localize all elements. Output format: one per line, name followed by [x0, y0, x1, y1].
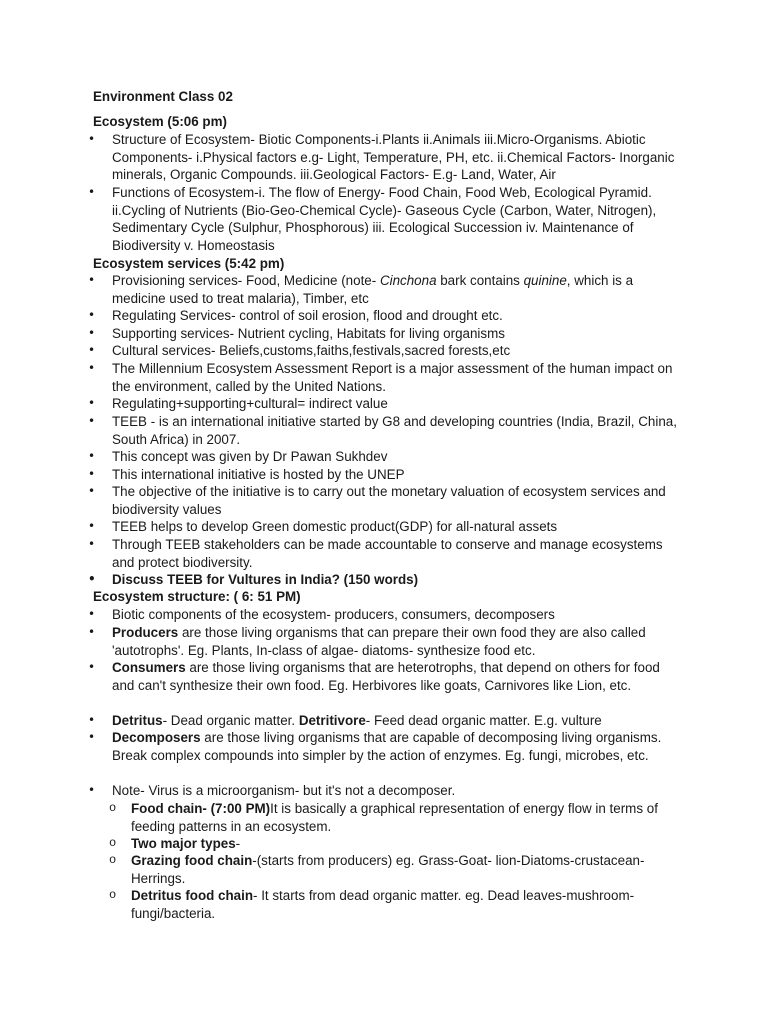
list-item: • The Millennium Ecosystem Assessment Report is a major assessment of the human impact on the environment, called by the United Nations.	[112, 360, 677, 395]
detritus-term: Detritus	[112, 713, 163, 728]
list-item: • Supporting services- Nutrient cycling, Habitats for living organisms	[112, 325, 677, 343]
list-item-provisioning	[112, 272, 677, 307]
heading-ecosystem-structure: Ecosystem structure: ( 6: 51 PM)	[93, 589, 301, 604]
food-chain-text: It is basically a graphical representation of energy flow in terms of feeding patterns in an ecosystem.	[131, 801, 658, 834]
consumers-text: are those living organisms that are heterotrophs, that depend on others for food and can't synthesize their own food. Eg. Herbivores like goats, Carnivores like Lion, etc.	[112, 660, 660, 693]
detritivore-term: Detritivore	[298, 713, 366, 728]
list-item: • Regulating Services- control of soil erosion, flood and drought etc.	[112, 307, 677, 325]
discussion-question: • Discuss TEEB for Vultures in India? (150 words)	[112, 571, 677, 589]
list-item: • TEEB - is an international initiative started by G8 and developing countries (India, Brazil, China, South Africa) in 2007.	[112, 413, 677, 448]
list-item-consumers	[112, 659, 677, 694]
heading-ecosystem-services: Ecosystem services (5:42 pm)	[93, 256, 285, 271]
two-types-term: Two major types	[131, 836, 236, 851]
quinine-term: quinine	[523, 273, 567, 288]
sub-item-detritus-chain	[131, 887, 671, 922]
detritivore-text: - Feed dead organic matter. E.g. vulture	[365, 713, 602, 728]
list-item-detritus	[112, 712, 677, 730]
list-item: • Cultural services- Beliefs,customs,faiths,festivals,sacred forests,etc	[112, 342, 677, 360]
list-item: • Through TEEB stakeholders can be made accountable to conserve and manage ecosystems and protect biodiversity.	[112, 536, 677, 571]
list-item: • Structure of Ecosystem- Biotic Components-i.Plants ii.Animals iii.Micro-Organisms. Abiotic Components- i.Physical factors e.g- Light, Temperature, PH, etc. ii.Chemical Factors- Inorganic minerals, Organic Compounds. iii.Geological Factors- E.g- Land, Water, Air	[112, 131, 677, 184]
document-title: Environment Class 02	[93, 89, 233, 104]
sub-item-two-types	[131, 835, 671, 853]
detritus-text: - Dead organic matter.	[162, 713, 299, 728]
list-item: • Biotic components of the ecosystem- producers, consumers, decomposers	[112, 606, 677, 624]
provisioning-text: bark contains	[436, 273, 524, 288]
heading-ecosystem: Ecosystem (5:06 pm)	[93, 114, 227, 129]
producers-text: are those living organisms that can prepare their own food they are also called 'autotrophs'. Eg. Plants, In-class of algae- diatoms- synthesize food etc.	[112, 625, 646, 658]
detritus-chain-text: - It starts from dead organic matter. eg. Dead leaves-mushroom-fungi/bacteria.	[131, 888, 635, 921]
list-item: • Regulating+supporting+cultural= indirect value	[112, 395, 677, 413]
food-chain-time: - (7:00 PM)	[202, 801, 271, 816]
decomposers-text: are those living organisms that are capable of decomposing living organisms. Break complex compounds into simpler by the action of enzymes. Eg. fungi, microbes, etc.	[112, 730, 662, 763]
two-types-dash: -	[235, 836, 241, 851]
grazing-term: Grazing food chain	[131, 853, 253, 868]
provisioning-text: Provisioning services- Food, Medicine (note-	[112, 273, 380, 288]
grazing-text: -(starts from producers) eg. Grass-Goat- lion-Diatoms-crustacean-Herrings.	[131, 853, 645, 886]
list-item: • The objective of the initiative is to carry out the monetary valuation of ecosystem services and biodiversity values	[112, 483, 677, 518]
list-item-note: • Note- Virus is a microorganism- but it's not a decomposer.	[112, 782, 677, 800]
sub-item-grazing	[131, 852, 671, 887]
decomposers-term: Decomposers	[112, 730, 201, 745]
list-item: • This concept was given by Dr Pawan Sukhdev	[112, 448, 677, 466]
food-chain-term: Food chain	[131, 801, 203, 816]
provisioning-text: , which is a medicine used to treat malaria), Timber, etc	[112, 273, 634, 306]
consumers-term: Consumers	[112, 660, 186, 675]
cinchona-term: Cinchona	[379, 273, 437, 288]
list-item: • This international initiative is hosted by the UNEP	[112, 466, 677, 484]
list-item: • Functions of Ecosystem-i. The flow of Energy- Food Chain, Food Web, Ecological Pyramid. ii.Cycling of Nutrients (Bio-Geo-Chemical Cycle)- Gaseous Cycle (Carbon, Water, Nitrogen), Sedimentary Cycle (Sulphur, Phosphorous) iii. Ecological Succession iv. Maintenance of Biodiversity v. Homeostasis	[112, 184, 677, 254]
list-item-producers	[112, 624, 677, 659]
sub-item-food-chain	[131, 800, 671, 835]
detritus-chain-term: Detritus food chain	[131, 888, 254, 903]
list-item: • TEEB helps to develop Green domestic product(GDP) for all-natural assets	[112, 518, 677, 536]
producers-term: Producers	[112, 625, 179, 640]
list-item-decomposers	[112, 729, 677, 764]
